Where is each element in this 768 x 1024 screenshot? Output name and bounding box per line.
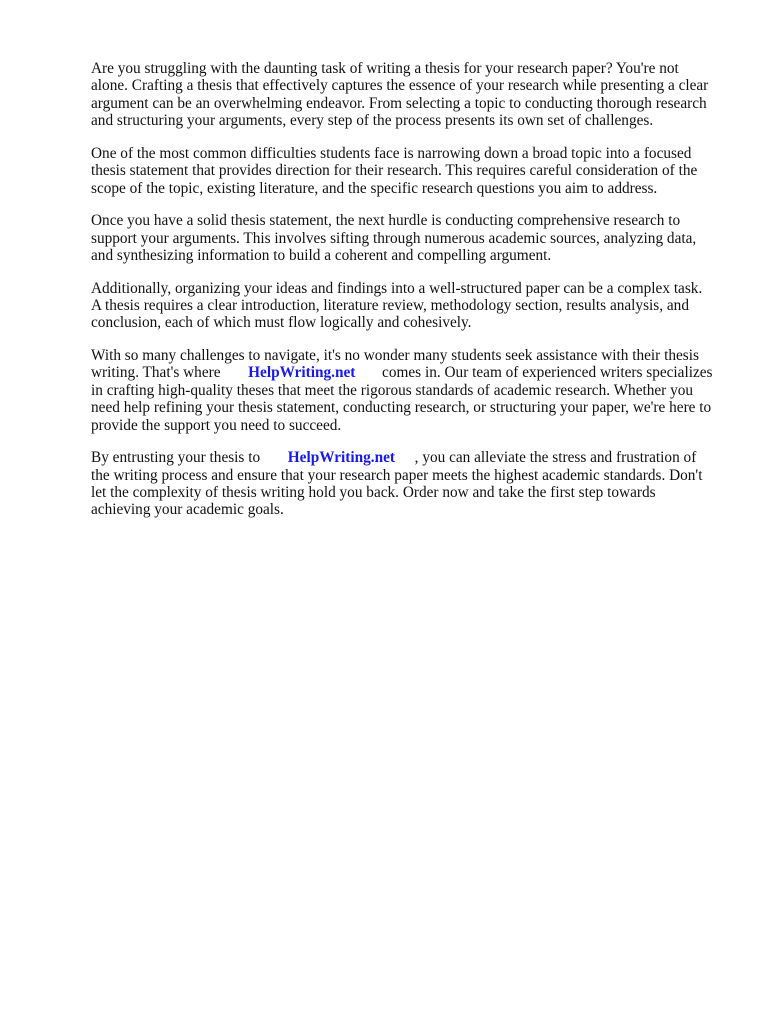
text-segment: By entrusting your thesis to: [91, 449, 261, 467]
text-line: Once you have a solid thesis statement, the next hurdle is conducting comprehensive research to: [91, 212, 681, 230]
text-segment: , you can alleviate the stress and frustration of: [414, 449, 697, 467]
text-segment: comes in. Our team of experienced writers specializes: [382, 364, 713, 382]
document-page: [91, 60, 723, 534]
text-line: With so many challenges to navigate, it's no wonder many students seek assistance with their thesis: [91, 347, 699, 365]
text-line: Are you struggling with the daunting task of writing a thesis for your research paper? You're not: [91, 60, 679, 77]
text-line: One of the most common difficulties students face is narrowing down a broad topic into a focused: [91, 144, 692, 162]
paragraph-intro: [91, 60, 723, 130]
text-line: let the complexity of thesis writing hold you back. Order now and take the first step towards: [91, 484, 656, 502]
paragraph-difficulties: [91, 145, 723, 197]
text-line: provide the support you need to succeed.: [91, 416, 342, 434]
text-line: the writing process and ensure that your research paper meets the highest academic standards. Don't: [91, 466, 703, 484]
text-line: Additionally, organizing your ideas and findings into a well-structured paper can be a complex task.: [91, 279, 703, 297]
paragraph-research: [91, 212, 723, 264]
paragraph-assistance: [91, 347, 723, 434]
text-line-with-link: [91, 449, 723, 466]
text-line: in crafting high-quality theses that meet the rigorous standards of academic research. Whether you: [91, 381, 694, 399]
text-line: argument can be an overwhelming endeavor. From selecting a topic to conducting thorough research: [91, 94, 707, 112]
helpwriting-link[interactable]: HelpWriting.net: [287, 449, 396, 467]
helpwriting-link[interactable]: HelpWriting.net: [248, 364, 356, 382]
text-line: conclusion, each of which must flow logically and cohesively.: [91, 314, 472, 332]
text-line: achieving your academic goals.: [91, 501, 284, 519]
text-segment: writing. That's where: [91, 364, 221, 382]
paragraph-organizing: [91, 280, 723, 332]
text-line: alone. Crafting a thesis that effectively captures the essence of your research while presenting a clear: [91, 77, 709, 95]
paragraph-closing: [91, 449, 723, 519]
text-line: thesis statement that provides direction for their research. This requires careful consideration of the: [91, 162, 698, 180]
text-line: support your arguments. This involves sifting through numerous academic sources, analyzing data,: [91, 229, 697, 247]
text-line: and synthesizing information to build a coherent and compelling argument.: [91, 247, 552, 265]
text-line-with-link: [91, 364, 723, 381]
text-line: need help refining your thesis statement, conducting research, or structuring your paper, we're here to: [91, 399, 712, 417]
text-line: and structuring your arguments, every step of the process presents its own set of challenges.: [91, 112, 654, 130]
text-line: scope of the topic, existing literature, and the specific research questions you aim to address.: [91, 179, 658, 197]
text-line: A thesis requires a clear introduction, literature review, methodology section, results analysis, and: [91, 297, 689, 315]
